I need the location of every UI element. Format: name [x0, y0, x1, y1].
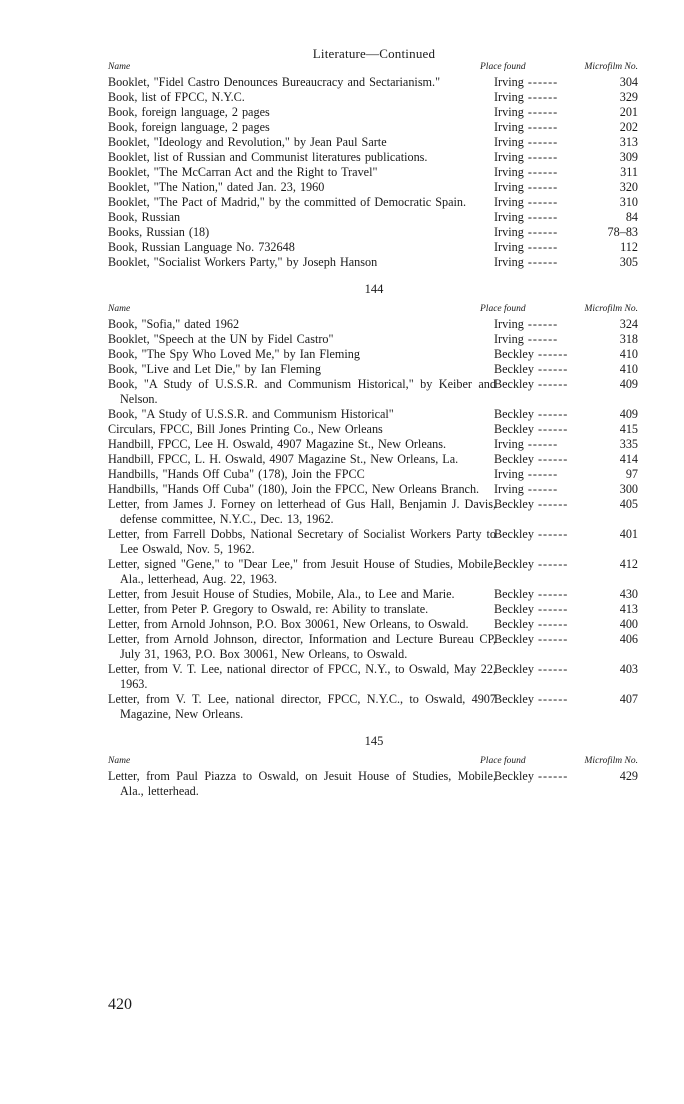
list-item — [108, 255, 640, 270]
list-item — [108, 407, 640, 422]
list-item — [108, 527, 640, 557]
place-text: Beckley — [494, 557, 534, 571]
item-place — [494, 692, 594, 707]
item-place — [494, 150, 594, 165]
microfilm-column-heading: Microfilm No. — [584, 62, 638, 72]
item-name: Book, foreign language, 2 pages — [108, 120, 270, 134]
item-place — [494, 195, 594, 210]
leader-dots: ------ — [523, 180, 559, 194]
item-microfilm: 429 — [619, 769, 638, 783]
item-place — [494, 557, 594, 572]
place-text: Irving — [494, 317, 524, 331]
leader-dots: ------ — [533, 617, 569, 631]
item-name: Book, "The Spy Who Loved Me," by Ian Fleming — [108, 347, 360, 361]
item-microfilm: 313 — [619, 135, 638, 149]
item-microfilm: 305 — [619, 255, 638, 269]
item-name: Booklet, "Fidel Castro Denounces Bureaucracy and Sectarianism." — [108, 75, 441, 89]
list-item — [108, 482, 640, 497]
leader-dots: ------ — [523, 255, 559, 269]
place-column-heading: Place found — [480, 304, 526, 314]
place-text: Irving — [494, 165, 524, 179]
list-item — [108, 452, 640, 467]
place-text: Beckley — [494, 452, 534, 466]
item-place — [494, 120, 594, 135]
leader-dots: ------ — [523, 210, 559, 224]
item-name: Handbills, "Hands Off Cuba" (178), Join the FPCC — [108, 467, 365, 481]
item-name: Letter, from Paul Piazza to Oswald, on Jesuit House of Studies, Mobile, Ala., letterhead. — [108, 769, 496, 798]
leader-dots: ------ — [523, 135, 559, 149]
item-microfilm: 320 — [619, 180, 638, 194]
place-text: Irving — [494, 437, 524, 451]
place-text: Irving — [494, 467, 524, 481]
item-name: Handbill, FPCC, L. H. Oswald, 4907 Magazine St., New Orleans, La. — [108, 452, 459, 466]
leader-dots: ------ — [533, 587, 569, 601]
item-place — [494, 602, 594, 617]
item-microfilm: 202 — [619, 120, 638, 134]
item-place — [494, 497, 594, 512]
place-text: Irving — [494, 332, 524, 346]
item-place — [494, 180, 594, 195]
list-item — [108, 210, 640, 225]
place-text: Beckley — [494, 377, 534, 391]
item-microfilm: 84 — [625, 210, 638, 224]
list-item — [108, 602, 640, 617]
item-place — [494, 527, 594, 542]
item-microfilm: 112 — [620, 240, 638, 254]
leader-dots: ------ — [523, 120, 559, 134]
list-item — [108, 692, 640, 722]
list-item — [108, 347, 640, 362]
entries-block-1 — [108, 75, 640, 270]
place-text: Beckley — [494, 422, 534, 436]
item-place — [494, 332, 594, 347]
name-column-heading: Name — [108, 304, 131, 314]
list-item — [108, 75, 640, 90]
column-header — [108, 304, 640, 317]
list-item — [108, 240, 640, 255]
leader-dots: ------ — [523, 165, 559, 179]
item-name: Book, Russian — [108, 210, 181, 224]
item-microfilm: 406 — [619, 632, 638, 646]
column-header — [108, 756, 640, 769]
item-name: Letter, from Arnold Johnson, P.O. Box 30061, New Orleans, to Oswald. — [108, 617, 469, 631]
leader-dots: ------ — [523, 105, 559, 119]
list-item — [108, 422, 640, 437]
place-text: Beckley — [494, 692, 534, 706]
entries-block-2 — [108, 317, 640, 722]
microfilm-column-heading: Microfilm No. — [584, 756, 638, 766]
leader-dots: ------ — [523, 195, 559, 209]
item-microfilm: 409 — [619, 377, 638, 391]
item-place — [494, 317, 594, 332]
item-name: Letter, from James J. Forney on letterhead of Gus Hall, Benjamin J. Davis, defense committee, N.Y.C., Dec. 13, 1962. — [108, 497, 496, 526]
list-item — [108, 632, 640, 662]
item-place — [494, 240, 594, 255]
item-name: Books, Russian (18) — [108, 225, 210, 239]
item-microfilm: 415 — [619, 422, 638, 436]
list-item — [108, 105, 640, 120]
list-item — [108, 165, 640, 180]
item-place — [494, 347, 594, 362]
place-text: Beckley — [494, 632, 534, 646]
place-text: Beckley — [494, 362, 534, 376]
item-name: Booklet, "Socialist Workers Party," by Joseph Hanson — [108, 255, 378, 269]
item-name: Book, list of FPCC, N.Y.C. — [108, 90, 245, 104]
item-microfilm: 304 — [619, 75, 638, 89]
item-place — [494, 165, 594, 180]
place-text: Irving — [494, 120, 524, 134]
leader-dots: ------ — [523, 482, 559, 496]
item-microfilm: 78–83 — [607, 225, 638, 239]
item-microfilm: 335 — [619, 437, 638, 451]
place-text: Irving — [494, 75, 524, 89]
item-name: Booklet, "Ideology and Revolution," by Jean Paul Sarte — [108, 135, 387, 149]
leader-dots: ------ — [533, 422, 569, 436]
leader-dots: ------ — [533, 497, 569, 511]
list-item — [108, 120, 640, 135]
item-name: Booklet, list of Russian and Communist literatures publications. — [108, 150, 428, 164]
leader-dots: ------ — [533, 602, 569, 616]
item-place — [494, 90, 594, 105]
item-name: Letter, from Peter P. Gregory to Oswald, re: Ability to translate. — [108, 602, 429, 616]
item-name: Letter, from Arnold Johnson, director, Information and Lecture Bureau CP, July 31, 1963, P.O. Box 30061, New Orleans, to Oswald. — [108, 632, 496, 661]
item-microfilm: 401 — [619, 527, 638, 541]
leader-dots: ------ — [523, 317, 559, 331]
list-item — [108, 150, 640, 165]
place-text: Irving — [494, 210, 524, 224]
leader-dots: ------ — [523, 225, 559, 239]
item-place — [494, 225, 594, 240]
list-item — [108, 662, 640, 692]
item-place — [494, 467, 594, 482]
entries-block-3 — [108, 769, 640, 799]
item-microfilm: 412 — [619, 557, 638, 571]
leader-dots: ------ — [523, 332, 559, 346]
item-microfilm: 310 — [619, 195, 638, 209]
item-place — [494, 662, 594, 677]
place-text: Beckley — [494, 617, 534, 631]
place-text: Beckley — [494, 587, 534, 601]
item-name: Letter, signed "Gene," to "Dear Lee," from Jesuit House of Studies, Mobile, Ala., letterhead, Aug. 22, 1963. — [108, 557, 496, 586]
item-place — [494, 769, 594, 784]
folio-number: 420 — [108, 996, 132, 1013]
item-microfilm: 413 — [619, 602, 638, 616]
item-microfilm: 311 — [620, 165, 638, 179]
item-place — [494, 362, 594, 377]
place-text: Beckley — [494, 497, 534, 511]
item-microfilm: 403 — [619, 662, 638, 676]
place-text: Beckley — [494, 769, 534, 783]
name-column-heading: Name — [108, 62, 131, 72]
leader-dots: ------ — [523, 75, 559, 89]
item-place — [494, 587, 594, 602]
place-text: Beckley — [494, 347, 534, 361]
item-name: Handbill, FPCC, Lee H. Oswald, 4907 Magazine St., New Orleans. — [108, 437, 447, 451]
place-text: Irving — [494, 255, 524, 269]
list-item — [108, 362, 640, 377]
item-place — [494, 377, 594, 392]
item-place — [494, 452, 594, 467]
place-text: Beckley — [494, 602, 534, 616]
leader-dots: ------ — [533, 347, 569, 361]
item-place — [494, 617, 594, 632]
list-item — [108, 497, 640, 527]
leader-dots: ------ — [533, 692, 569, 706]
item-name: Book, Russian Language No. 732648 — [108, 240, 295, 254]
item-microfilm: 324 — [619, 317, 638, 331]
item-name: Book, foreign language, 2 pages — [108, 105, 270, 119]
item-place — [494, 482, 594, 497]
list-item — [108, 317, 640, 332]
item-place — [494, 632, 594, 647]
item-microfilm: 97 — [625, 467, 638, 481]
item-name: Booklet, "The Pact of Madrid," by the committed of Democratic Spain. — [108, 195, 467, 209]
leader-dots: ------ — [533, 377, 569, 391]
place-text: Beckley — [494, 407, 534, 421]
list-item — [108, 180, 640, 195]
list-item — [108, 467, 640, 482]
item-microfilm: 410 — [619, 362, 638, 376]
document-page — [108, 0, 640, 799]
item-microfilm: 300 — [619, 482, 638, 496]
place-text: Irving — [494, 195, 524, 209]
item-microfilm: 414 — [619, 452, 638, 466]
list-item — [108, 90, 640, 105]
item-name: Booklet, "The Nation," dated Jan. 23, 1960 — [108, 180, 325, 194]
list-item — [108, 769, 640, 799]
item-name: Letter, from V. T. Lee, national director, FPCC, N.Y.C., to Oswald, 4907 Magazine, New Orleans. — [108, 692, 496, 721]
item-microfilm: 201 — [619, 105, 638, 119]
item-name: Book, "Sofia," dated 1962 — [108, 317, 240, 331]
leader-dots: ------ — [523, 240, 559, 254]
place-text: Beckley — [494, 527, 534, 541]
item-microfilm: 318 — [619, 332, 638, 346]
list-item — [108, 135, 640, 150]
item-name: Book, "A Study of U.S.S.R. and Communism Historical," by Keiber and Nelson. — [108, 377, 496, 406]
item-place — [494, 422, 594, 437]
list-item — [108, 437, 640, 452]
list-item — [108, 225, 640, 240]
item-name: Handbills, "Hands Off Cuba" (180), Join the FPCC, New Orleans Branch. — [108, 482, 480, 496]
leader-dots: ------ — [533, 632, 569, 646]
item-place — [494, 75, 594, 90]
list-item — [108, 377, 640, 407]
leader-dots: ------ — [523, 150, 559, 164]
item-place — [494, 407, 594, 422]
item-place — [494, 437, 594, 452]
page-number-145: 145 — [364, 734, 384, 748]
name-column-heading: Name — [108, 756, 131, 766]
page-number-144: 144 — [364, 282, 384, 296]
place-text: Irving — [494, 90, 524, 104]
item-microfilm: 329 — [619, 90, 638, 104]
item-place — [494, 210, 594, 225]
item-microfilm: 400 — [619, 617, 638, 631]
place-text: Beckley — [494, 662, 534, 676]
item-place — [494, 255, 594, 270]
item-name: Booklet, "Speech at the UN by Fidel Castro" — [108, 332, 334, 346]
item-microfilm: 407 — [619, 692, 638, 706]
item-name: Letter, from Jesuit House of Studies, Mobile, Ala., to Lee and Marie. — [108, 587, 455, 601]
microfilm-column-heading: Microfilm No. — [584, 304, 638, 314]
item-microfilm: 430 — [619, 587, 638, 601]
list-item — [108, 617, 640, 632]
leader-dots: ------ — [533, 527, 569, 541]
column-header — [108, 62, 640, 75]
place-text: Irving — [494, 225, 524, 239]
place-text: Irving — [494, 105, 524, 119]
item-microfilm: 410 — [619, 347, 638, 361]
place-column-heading: Place found — [480, 62, 526, 72]
place-text: Irving — [494, 180, 524, 194]
place-text: Irving — [494, 482, 524, 496]
item-name: Circulars, FPCC, Bill Jones Printing Co., New Orleans — [108, 422, 383, 436]
list-item — [108, 587, 640, 602]
item-name: Book, "Live and Let Die," by Ian Fleming — [108, 362, 321, 376]
section-title: Literature—Continued — [312, 46, 436, 61]
leader-dots: ------ — [523, 467, 559, 481]
item-microfilm: 405 — [619, 497, 638, 511]
leader-dots: ------ — [533, 769, 569, 783]
item-microfilm: 409 — [619, 407, 638, 421]
place-text: Irving — [494, 135, 524, 149]
leader-dots: ------ — [523, 90, 559, 104]
leader-dots: ------ — [533, 662, 569, 676]
item-microfilm: 309 — [619, 150, 638, 164]
place-text: Irving — [494, 240, 524, 254]
list-item — [108, 557, 640, 587]
place-text: Irving — [494, 150, 524, 164]
item-name: Letter, from V. T. Lee, national director of FPCC, N.Y., to Oswald, May 22, 1963. — [108, 662, 496, 691]
item-name: Letter, from Farrell Dobbs, National Secretary of Socialist Workers Party to Lee Oswald, Nov. 5, 1962. — [108, 527, 496, 556]
leader-dots: ------ — [523, 437, 559, 451]
item-place — [494, 135, 594, 150]
leader-dots: ------ — [533, 452, 569, 466]
item-name: Booklet, "The McCarran Act and the Right to Travel" — [108, 165, 378, 179]
list-item — [108, 195, 640, 210]
item-place — [494, 105, 594, 120]
item-name: Book, "A Study of U.S.S.R. and Communism Historical" — [108, 407, 394, 421]
list-item — [108, 332, 640, 347]
leader-dots: ------ — [533, 557, 569, 571]
place-column-heading: Place found — [480, 756, 526, 766]
leader-dots: ------ — [533, 407, 569, 421]
leader-dots: ------ — [533, 362, 569, 376]
